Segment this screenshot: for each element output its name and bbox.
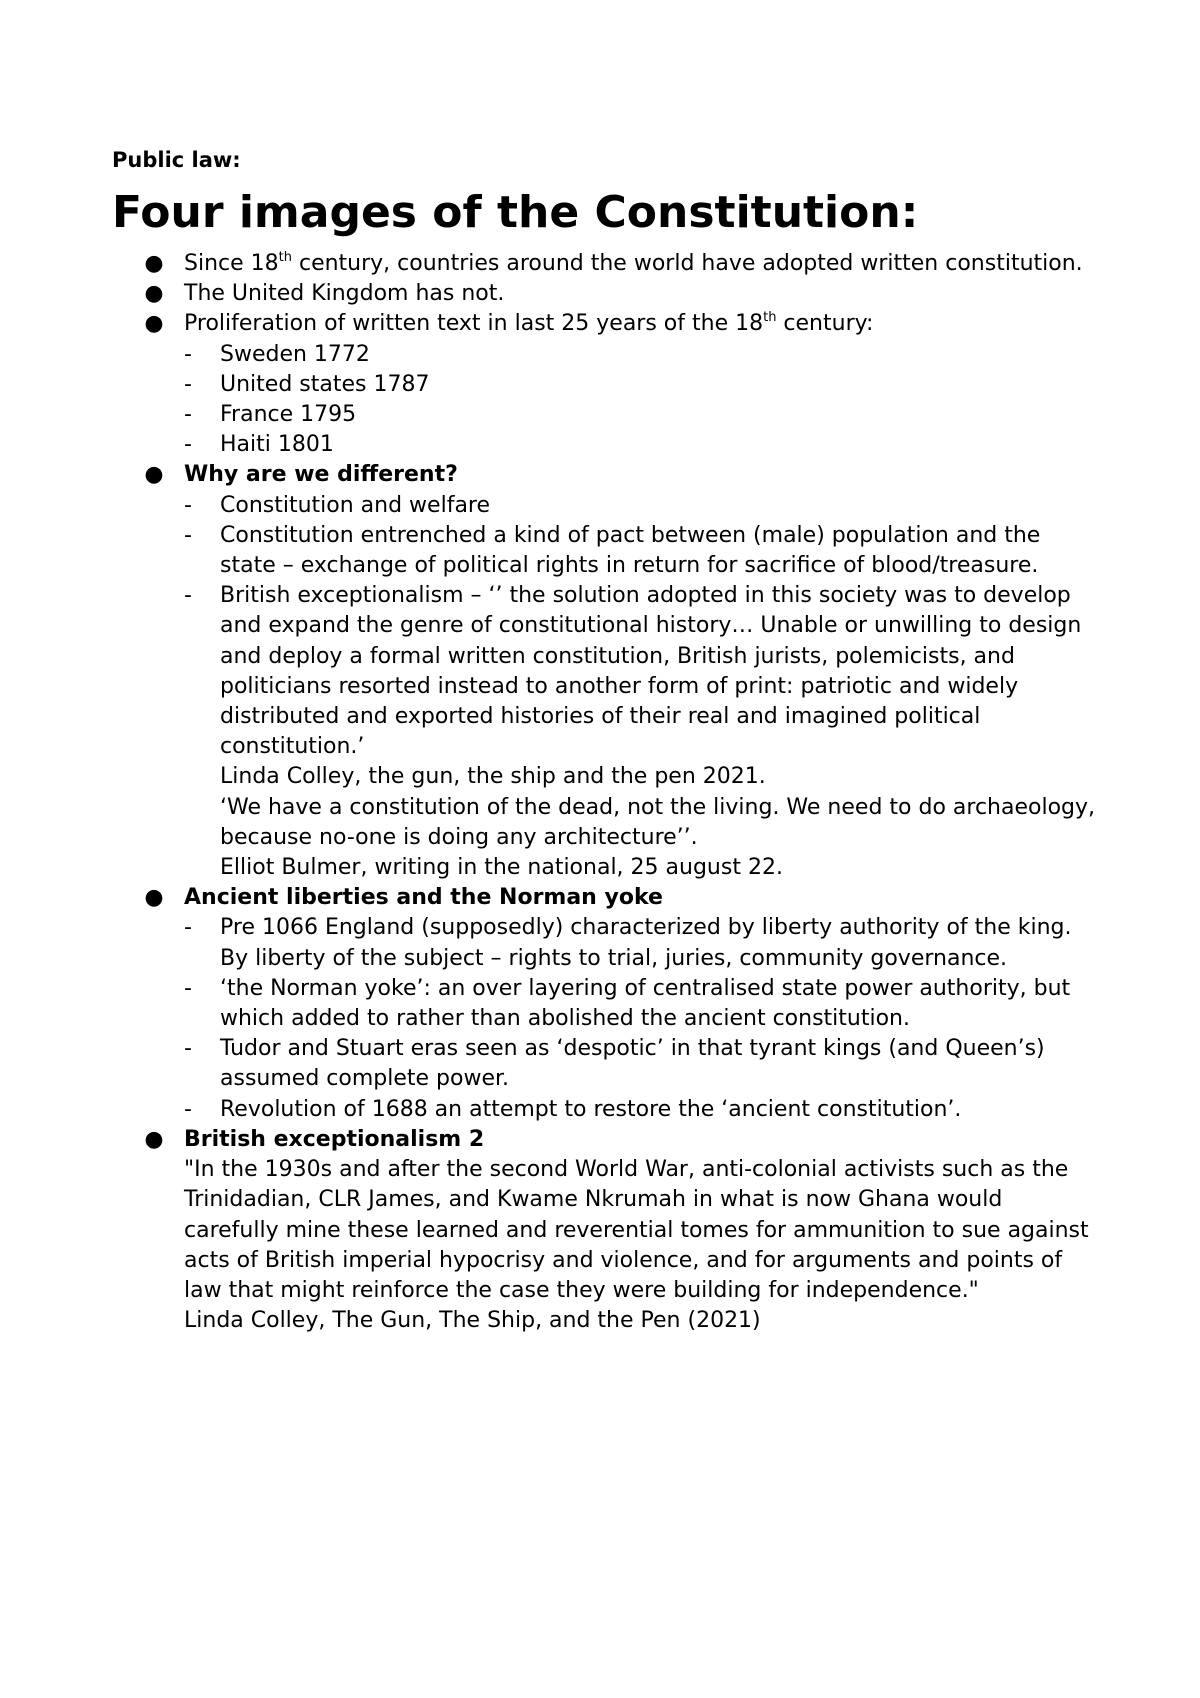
main-bullet-list: [112, 249, 1102, 1336]
quote-text: "In the 1930s and after the second World War, anti-colonial activists such as the Trinidadian, CLR James, and Kwame Nkrumah in what is now Ghana would carefully mine these learned and reverential tomes for ammunition to sue against acts of British imperial hypocrisy and violence, and for arguments and points of law that might reinforce the case they were building for independence.": [184, 1157, 1089, 1303]
section-heading: Why are we different?: [184, 462, 458, 488]
quote-text: British exceptionalism – ‘’ the solution adopted in this society was to develop and expand the genre of constitutional history… Unable or unwilling to design and deploy a formal written constitution, British jurists, polemicists, and politicians resorted instead to another form of print: patriotic and widely distributed and exported histories of their real and imagined political constitution.’: [220, 583, 1082, 760]
country-list: [184, 340, 1102, 461]
citation: Linda Colley, the gun, the ship and the pen 2021.: [220, 764, 766, 790]
list-item: - Haiti 1801: [184, 432, 334, 458]
citation: Linda Colley, The Gun, The Ship, and the Pen (2021): [184, 1308, 761, 1334]
bullet-icon: ●: [144, 1126, 164, 1152]
citation: Elliot Bulmer, writing in the national, 25 august 22.: [220, 855, 783, 881]
norman-yoke-list: [184, 913, 1102, 1124]
section-heading: Ancient liberties and the Norman yoke: [184, 885, 663, 911]
course-label: Public law:: [112, 148, 241, 172]
bullet-item-norman-yoke: [112, 883, 1102, 1125]
bullet-item-written-constitutions: ● Since 18th century, countries around the world have adopted written constitution.: [112, 249, 1102, 279]
list-item: - Constitution entrenched a kind of pact between (male) population and the state – exchange of political rights in return for sacrifice of blood/treasure.: [184, 522, 1041, 579]
list-item: - ‘the Norman yoke’: an over layering of centralised state power authority, but which added to rather than abolished the ancient constitution.: [184, 975, 1071, 1032]
page-title: Four images of the Constitution:: [112, 187, 919, 238]
list-item: - Revolution of 1688 an attempt to restore the ‘ancient constitution’.: [184, 1096, 962, 1122]
bullet-icon: ●: [144, 885, 164, 911]
list-item: - Pre 1066 England (supposedly) characterized by liberty authority of the king. By liberty of the subject – rights to trial, juries, community governance.: [184, 915, 1072, 971]
bullet-icon: ●: [144, 462, 164, 488]
bullet-item-exceptionalism-2: [112, 1125, 1102, 1336]
quote-text: ‘We have a constitution of the dead, not the living. We need to do archaeology, because no-one is doing any architecture’’.: [220, 794, 1096, 850]
list-item: - British exceptionalism – ‘’ the solution adopted in this society was to develop and expand the genre of constitutional history… Unable or unwilling to design and deploy a formal written constitution, British jurists, polemicists, and politicians resorted instead to another form of print: patriotic and widely distributed and exported histories of their real and imagined political constitution.’ Linda Colley, the gun, the ship and the pen 2021. ‘We have a constitution of the dead, not the living. We need to do archaeology, because no-one is doing any architecture’’. Elliot Bulmer, writing in the national, 25 august 22.: [184, 581, 1102, 883]
bullet-item-proliferation: ● Proliferation of written text in last 25 years of the 18th century: - Sweden 1772 - United states 1787 - France 1795 - Haiti 1801: [112, 309, 1102, 460]
bullet-item-why-different: [112, 460, 1102, 883]
bullet-item-uk: ● The United Kingdom has not.: [112, 279, 1102, 309]
why-different-list: [184, 491, 1102, 884]
list-item: - Tudor and Stuart eras seen as ‘despotic’ in that tyrant kings (and Queen’s) assumed complete power.: [184, 1036, 1045, 1092]
list-item: - Constitution and welfare: [184, 492, 491, 518]
bullet-icon: ●: [144, 311, 164, 337]
bullet-icon: ●: [144, 251, 164, 276]
bullet-icon: ●: [144, 281, 164, 307]
section-heading: British exceptionalism 2: [184, 1126, 485, 1152]
list-item: - Sweden 1772: [184, 341, 370, 367]
document-page: [112, 145, 1102, 1336]
list-item: - United states 1787: [184, 371, 430, 397]
list-item: - France 1795: [184, 402, 357, 428]
